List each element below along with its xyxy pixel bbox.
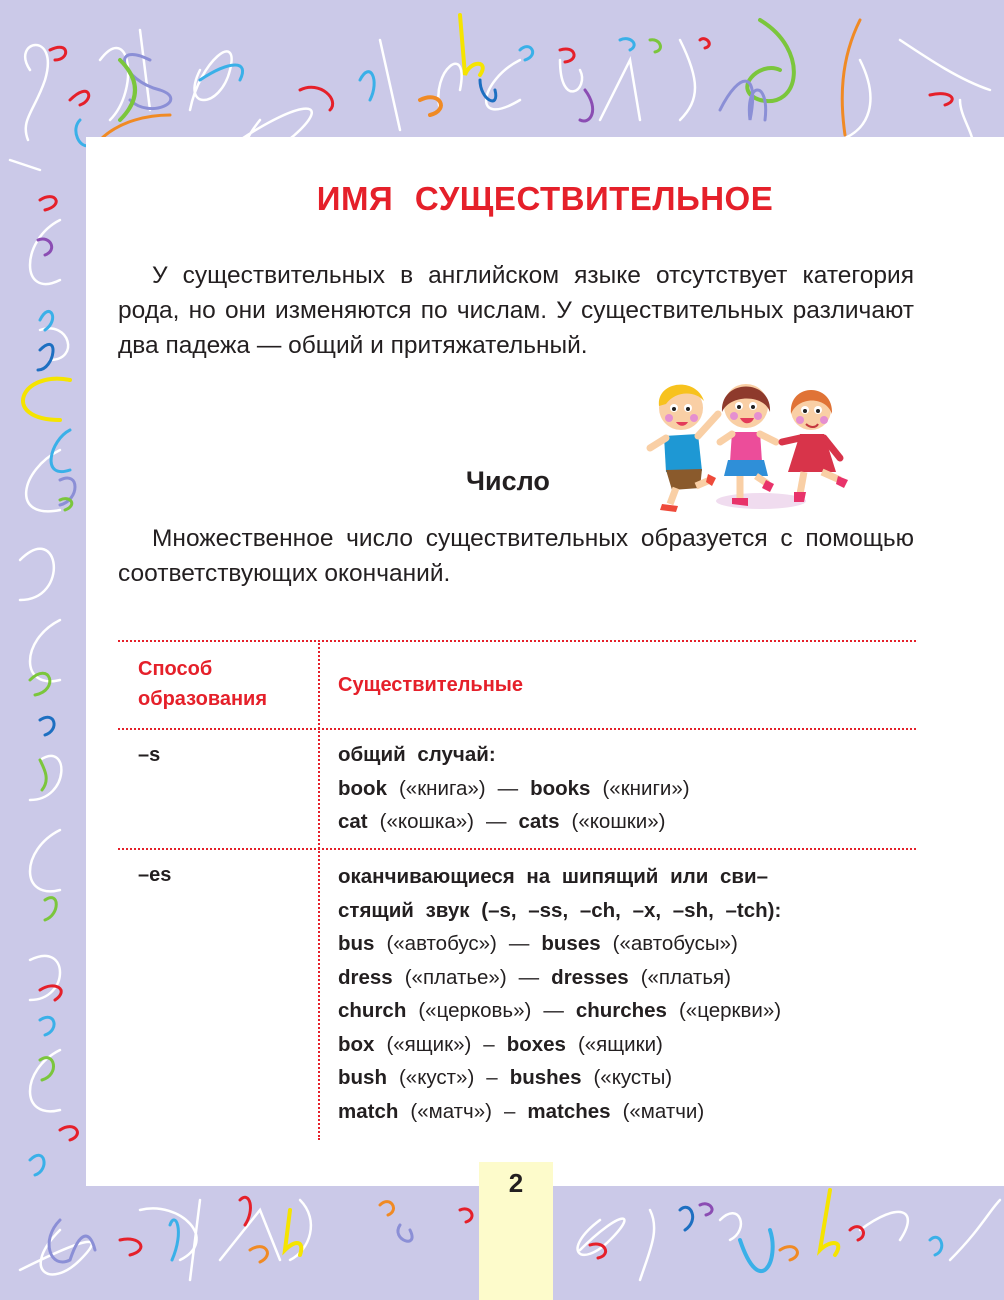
dash: — [543,999,564,1022]
plural-translation: («церкви») [678,999,782,1022]
plural-word: matches [527,1099,611,1123]
table-divider [118,728,916,730]
plural-translation: («платья) [640,965,731,989]
table-divider [118,848,916,850]
dash: – [483,1032,495,1056]
plural-word: bushes [509,1066,582,1089]
page-number: 2 [508,1168,524,1198]
intro-paragraph [118,258,914,363]
plural-word: cats [518,810,560,833]
page-title: ИМЯ СУЩЕСТВИТЕЛЬНОЕ [316,180,774,217]
table-divider [118,640,916,642]
singular-translation: («книга») [398,776,486,800]
running-children-illustration [636,376,856,514]
section-paragraph-text: Множественное число существительных образуется с помощью соответствующих окончаний. [118,525,914,587]
intro-paragraph-text: У существительных в английском языке отсутствует категория рода, но они изменяются по числам. У существительных различают два падежа — общий и притяжательный. [118,262,914,359]
dash: – [503,1099,516,1123]
plural-word: boxes [506,1032,566,1056]
example-line [338,1095,781,1129]
singular-word: dress [338,965,393,989]
plural-word: buses [541,932,601,955]
example-line [338,772,690,806]
example-line [338,1061,781,1095]
plural-word: dresses [551,965,629,989]
example-line [338,961,781,995]
table-header-nouns: Существительные [338,674,524,696]
singular-translation: («куст») [398,1066,475,1089]
singular-word: church [338,999,407,1022]
plural-translation: («кусты) [593,1066,673,1089]
singular-translation: («кошка») [379,810,474,833]
section-paragraph [118,521,914,591]
singular-translation: («матч») [410,1099,492,1123]
table-column-divider [318,640,320,1140]
table-row-method: –s [138,744,161,766]
example-line [338,1028,781,1062]
singular-translation: («церковь») [418,999,532,1022]
singular-word: match [338,1099,399,1123]
singular-word: bush [338,1066,387,1089]
singular-word: cat [338,810,368,833]
singular-translation: («ящик») [386,1032,472,1056]
row-description: общий случай: [338,743,496,766]
plural-translation: («автобусы») [612,932,738,955]
example-line [338,805,690,839]
plural-translation: («книги») [602,776,690,800]
table-header-method-line1: Способ [138,658,213,680]
dash: — [518,965,540,989]
dash: — [485,810,507,833]
dash: — [508,932,530,955]
plural-translation: («ящики) [577,1032,663,1056]
table-row-examples [338,738,690,839]
table-row-examples [338,860,781,1128]
row-description: стящий звук (–s, –ss, –ch, –x, –sh, –tch): [338,898,782,922]
dash: — [497,776,519,800]
table-header-method [138,654,267,714]
table-header-method-line2: образования [138,688,268,710]
example-line [338,994,781,1028]
section-heading: Число [466,466,550,496]
table-row-method: –es [138,864,172,886]
example-line [338,927,781,961]
dash: – [486,1066,498,1089]
plural-word: churches [575,999,667,1022]
singular-word: book [338,776,387,800]
row-description: оканчивающиеся на шипящий или сви– [338,865,769,888]
singular-word: bus [338,932,375,955]
singular-translation: («платье») [404,965,507,989]
plural-word: books [530,776,591,800]
plural-translation: («кошки») [571,810,666,833]
singular-translation: («автобус») [386,932,497,955]
singular-word: box [338,1032,375,1056]
plural-translation: («матчи) [622,1099,705,1123]
